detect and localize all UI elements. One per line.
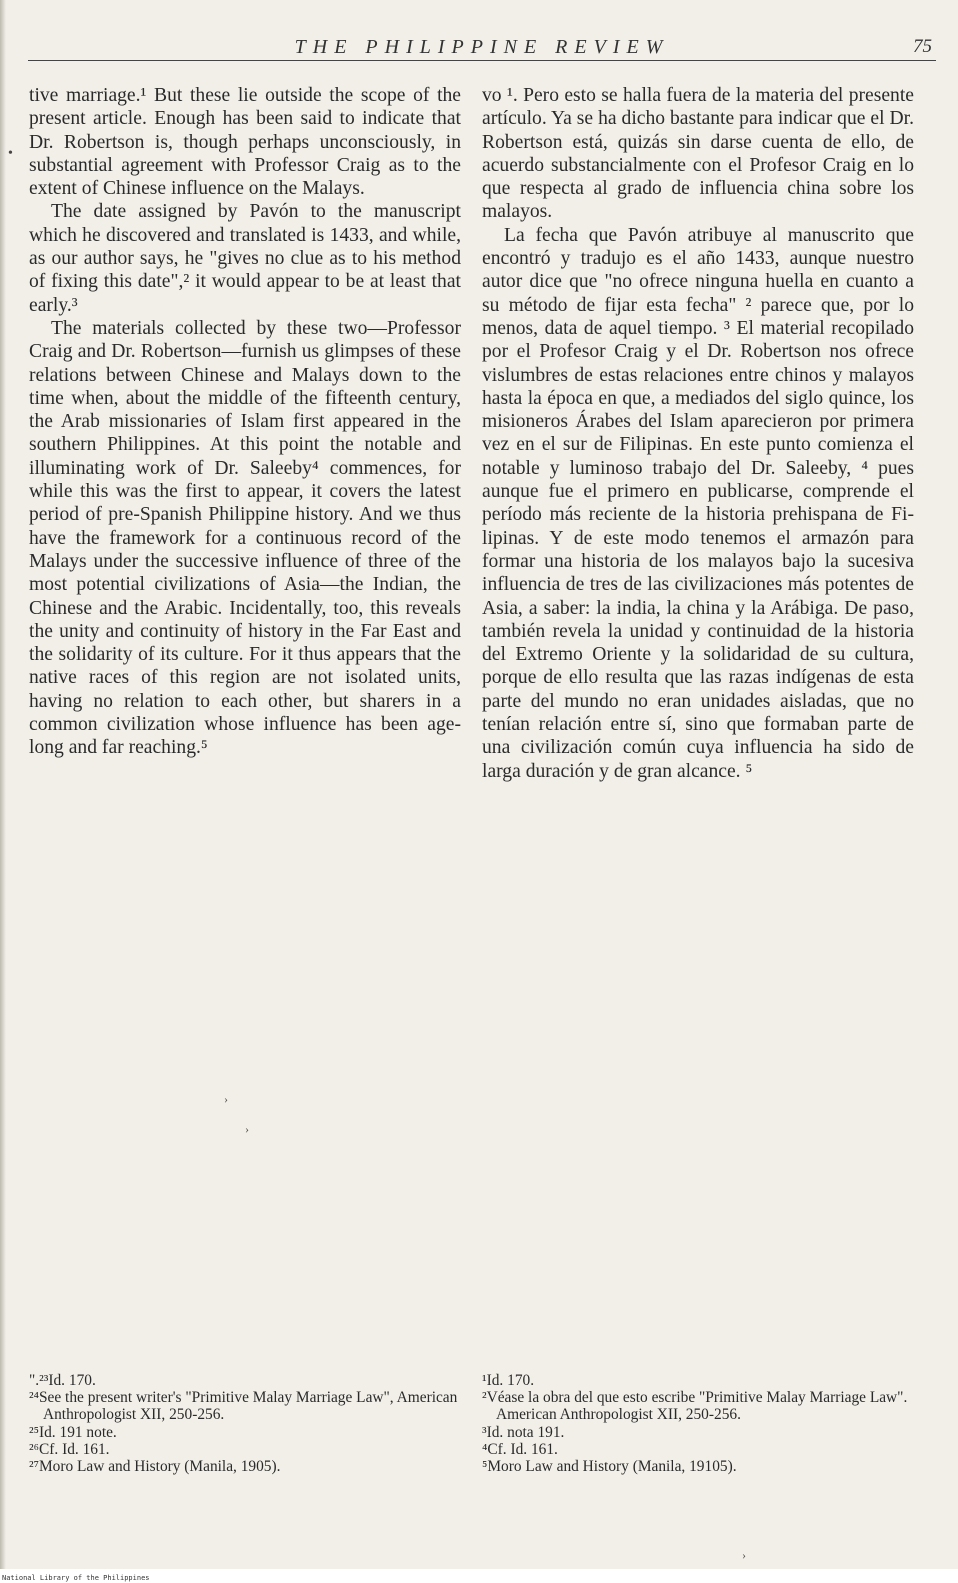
scan-speck: › [742,1548,746,1562]
scan-footer-strip [0,1569,958,1583]
spanish-column [482,84,914,783]
english-paragraph: The materials collected by these two—Professor Craig and Dr. Robertson—furnish us glimpses of these relations between Chinese and Malays down to the time when, about the middle of the fifteenth century, the Arab missionaries of Islam first appeared in the southern Philippines. At this point the notable and illuminating work of Dr. Saleeby⁴ commences, for while this was the first to appear, it covers the latest period of pre-Spanish Philippine history. And we thus have the framework for a continuous record of the Malays under the successive influence of three of the most potential civilizations of Asia—the Indian, the Chinese and the Arabic. Incidentally, too, this reveals the unity and continuity of history in the Far East and the solidarity of its culture. For it thus appears that the native races of this region are not isolated units, having no relation to each other, but sharers in a common civilization whose influence has been age-long and far reaching.⁵ [29,317,461,759]
english-footnotes [29,1372,461,1475]
english-paragraph: tive marriage.¹ But these lie outside the scope of the present article. Enough has been said to indicate that Dr. Robertson is, though perhaps unconsciously, in substantial agreement with Professor Craig as to the extent of Chinese influence on the Malays. [29,85,461,200]
page-header [28,34,936,61]
footnote: ¹Id. 170. [482,1372,535,1389]
footnote: ".²³Id. 170. [29,1372,96,1389]
english-paragraph: The date assigned by Pavón to the manuscript which he discovered and translated is 1433, and while, as our author says, he "gives no clue as to his method of fixing this date",² it would appear to be at least that early.³ [29,201,461,316]
library-credit: National Library of the Philippines [2,1574,150,1582]
footnote: ²⁶Cf. Id. 161. [29,1440,110,1458]
scan-edge-shadow [0,0,6,1583]
english-column [29,84,461,760]
spanish-paragraph: vo ¹. Pero esto se halla fuera de la materia del presente artículo. Ya se ha dicho bastante para indicar que el Dr. Robertson está, quizás sin darse cuenta de ello, de acuerdo substancialmente con el Profesor Craig en lo que respecta al grado de influencia china sobre los malayos. [482,85,914,223]
footnote: ²⁴See the present writer's "Primitive Malay Marriage Law", American Anthropologist XII, 250-256. [29,1389,458,1424]
margin-mark: • [8,146,13,161]
spanish-paragraph: La fecha que Pavón atribuye al manuscrito que encontró y tradujo es el año 1433, aunque nuestro autor dice que "no ofrece ninguna huella en cuanto a su método de fijar esta fecha" ² parece que, por lo menos, data de aquel tiempo. ³ El material recopilado por el Profesor Craig y el Dr. Robertson nos ofrece vislumbres de estas relaciones entre chinos y malayos hasta la época en que, a mediados del siglo quince, los misioneros Árabes del Islam aparecieron por primera vez en el sur de Filipinas. En este punto comienza el notable y luminoso trabajo del Dr. Saleeby, ⁴ pues aunque fue el primero en publicarse, comprende el período más reciente de la historia prehispana de Filipinas. Y de este modo tenemos el armazón para formar una historia de los malayos bajo la sucesiva influencia de tres de las civilizaciones más potentes de Asia, a saber: la india, la china y la Arábiga. De paso, también revela la unidad y continuidad de la historia del Extremo Oriente y la solidaridad de su cultura, porque de ello resulta que las razas indígenas de esta parte del mundo no eran unidades aisladas, que no tenían relación entre sí, sino que formaban parte de una civilización común cuya influencia ha sido de larga duración y de gran alcance. ⁵ [482,224,914,782]
scan-speck: › [245,1122,249,1136]
footnote: ²⁵Id. 191 note. [29,1423,117,1441]
spanish-footnotes [482,1372,914,1475]
running-title: THE PHILIPPINE REVIEW [294,36,670,58]
footnote: ²Véase la obra del que esto escribe "Primitive Malay Marriage Law". American Anthropologist XII, 250-256. [482,1389,908,1424]
footnote: ³Id. nota 191. [482,1423,565,1441]
footnote: ⁵Moro Law and History (Manila, 19105). [482,1458,737,1476]
scan-speck: › [224,1092,228,1106]
footnote: ⁴Cf. Id. 161. [482,1440,558,1458]
page-number: 75 [913,36,932,57]
footnote: ²⁷Moro Law and History (Manila, 1905). [29,1458,281,1476]
